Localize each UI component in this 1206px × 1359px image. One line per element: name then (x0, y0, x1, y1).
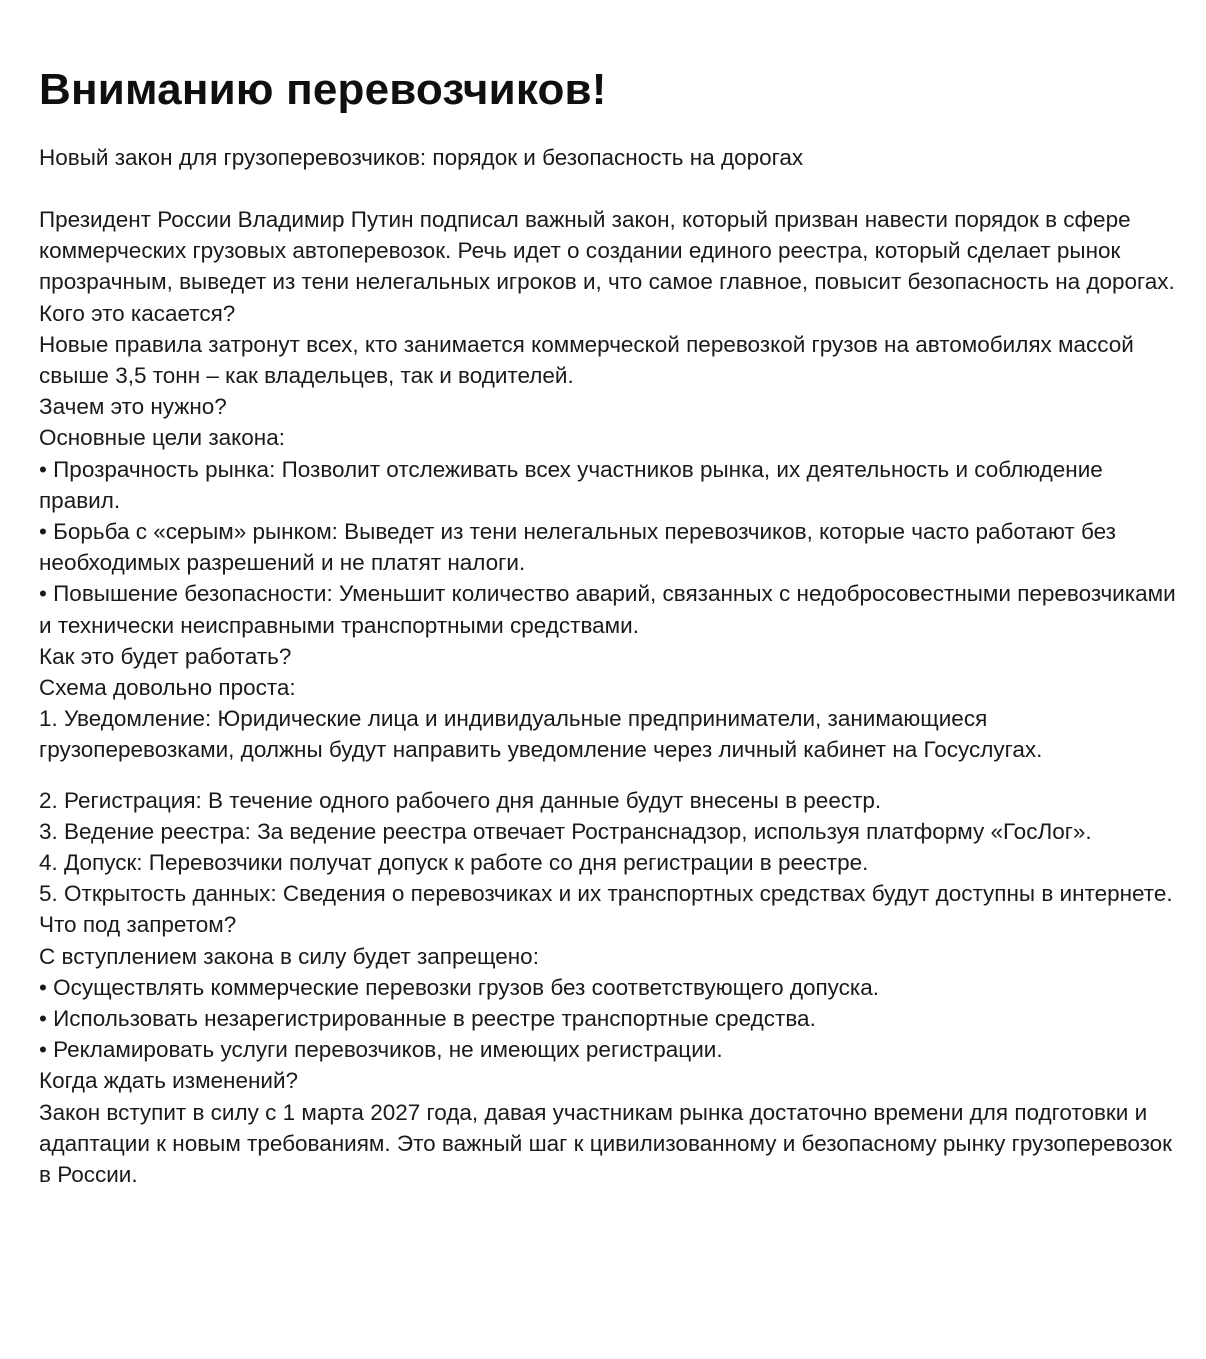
step-item: 2. Регистрация: В течение одного рабочего дня данные будут внесены в реестр. (39, 787, 882, 813)
who-paragraph: Новые правила затронут всех, кто занимается коммерческой перевозкой грузов на автомобилях массой свыше 3,5 тонн – как владельцев, так и водителей. (39, 331, 1134, 389)
ban-intro: С вступлением закона в силу будет запрещено: (39, 943, 539, 969)
paragraph-gap (39, 766, 1179, 785)
goal-item: • Повышение безопасности: Уменьшит количество аварий, связанных с недобросовестными перевозчиками и технически неисправными транспортными средствами. (39, 581, 1176, 638)
when-paragraph: Закон вступит в силу с 1 марта 2027 года, давая участникам рынка достаточно времени для подготовки и адаптации к новым требованиям. Это важный шаг к цивилизованному и безопасному рынку грузоперевозок в России. (39, 1099, 1173, 1188)
ban-item: • Осуществлять коммерческие перевозки грузов без соответствующего допуска. (39, 974, 880, 1000)
ban-heading: Что под запретом? (39, 912, 237, 938)
article-body (39, 204, 1179, 1190)
page-subtitle: Новый закон для грузоперевозчиков: порядок и безопасность на дорогах (39, 145, 804, 170)
step-item: 3. Ведение реестра: За ведение реестра отвечает Ространснадзор, используя платформу «ГосЛог». (39, 818, 1092, 844)
who-heading: Кого это касается? (39, 300, 236, 326)
document-page (39, 60, 1179, 1190)
scheme-intro: Схема довольно проста: (39, 675, 296, 701)
page-title: Вниманию перевозчиков! (39, 65, 607, 114)
step-item: 4. Допуск: Перевозчики получат допуск к работе со дня регистрации в реестре. (39, 850, 869, 876)
intro-paragraph: Президент России Владимир Путин подписал важный закон, который призван навести порядок в сфере коммерческих грузовых автоперевозок. Речь идет о создании единого реестра, который сделает рынок прозрачным, выведет из тени нелегальных игроков и, что самое главное, повысит безопасность на дорогах. (39, 207, 1175, 295)
how-heading: Как это будет работать? (39, 643, 292, 669)
goals-intro: Основные цели закона: (39, 425, 285, 451)
why-heading: Зачем это нужно? (39, 394, 227, 420)
ban-item: • Рекламировать услуги перевозчиков, не имеющих регистрации. (39, 1037, 723, 1063)
goal-item: • Борьба с «серым» рынком: Выведет из тени нелегальных перевозчиков, которые часто работают без необходимых разрешений и не платят налоги. (39, 519, 1116, 576)
when-heading: Когда ждать изменений? (39, 1068, 299, 1094)
goal-item: • Прозрачность рынка: Позволит отслеживать всех участников рынка, их деятельность и соблюдение правил. (39, 456, 1103, 513)
step-item: 5. Открытость данных: Сведения о перевозчиках и их транспортных средствах будут доступны в интернете. (39, 881, 1173, 907)
ban-item: • Использовать незарегистрированные в реестре транспортные средства. (39, 1006, 816, 1032)
step-item: 1. Уведомление: Юридические лица и индивидуальные предприниматели, занимающиеся грузоперевозками, должны будут направить уведомление через личный кабинет на Госуслугах. (39, 706, 1043, 763)
